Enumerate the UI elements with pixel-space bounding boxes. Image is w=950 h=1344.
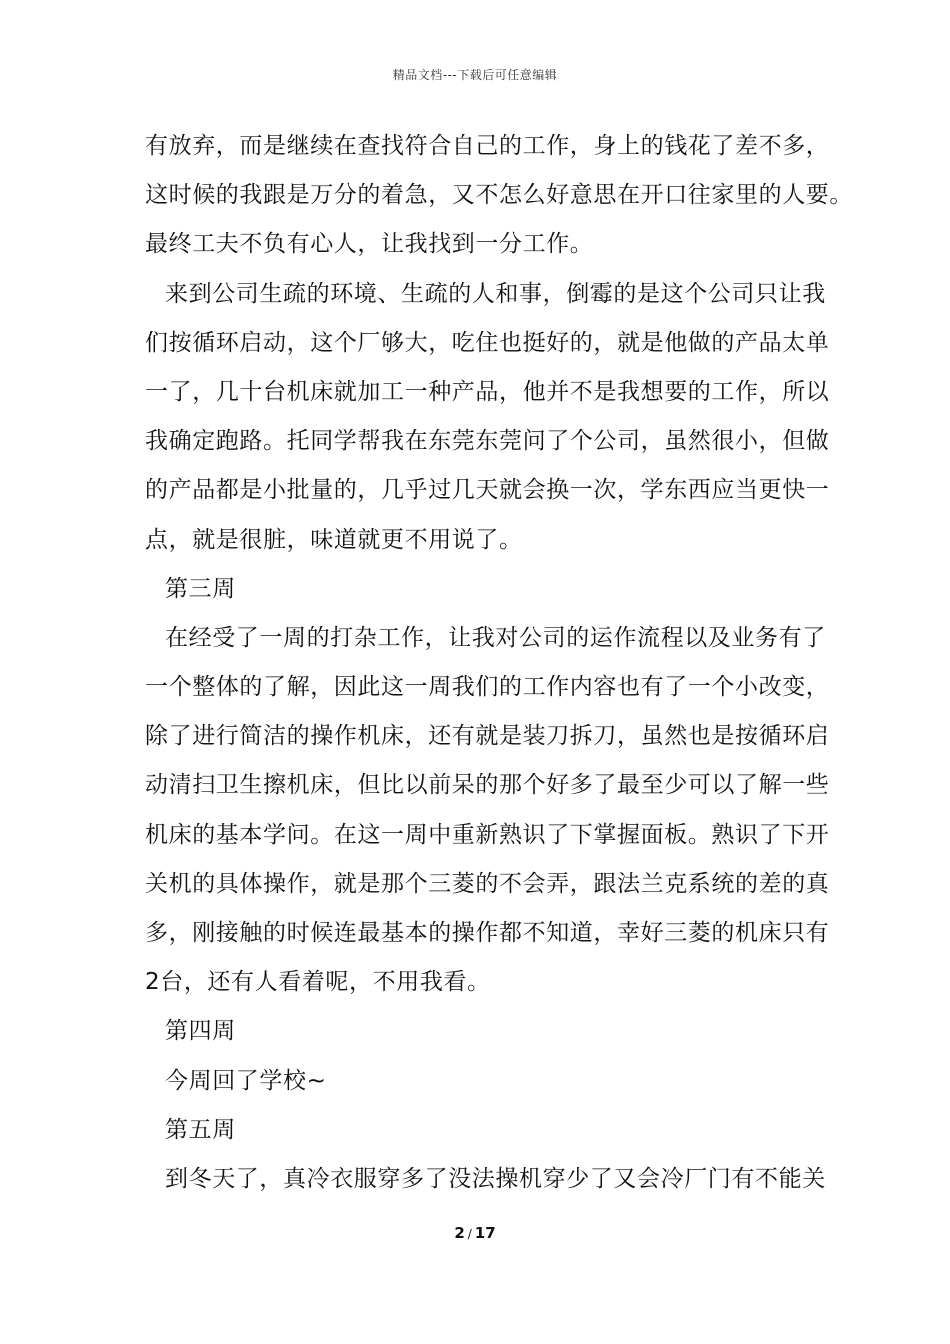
body-line: 的产品都是小批量的，几乎过几天就会换一次，学东西应当更快一 bbox=[145, 477, 830, 504]
paragraph-start-line: 到冬天了，真冷衣服穿多了没法操机穿少了又会冷厂门有不能关 bbox=[165, 1165, 826, 1192]
page-separator: / bbox=[467, 1227, 472, 1241]
paragraph-start-line: 在经受了一周的打杂工作，让我对公司的运作流程以及业务有了 bbox=[165, 624, 826, 651]
section-heading-week-4: 第四周 bbox=[165, 1018, 236, 1045]
paragraph-start-line: 今周回了学校~ bbox=[165, 1067, 327, 1094]
body-line: 关机的具体操作，就是那个三菱的不会弄，跟法兰克系统的差的真 bbox=[145, 870, 830, 897]
section-heading-week-5: 第五周 bbox=[165, 1116, 236, 1143]
body-line: 多，刚接触的时候连最基本的操作都不知道，幸好三菱的机床只有 bbox=[145, 920, 830, 946]
body-line: 最终工夫不负有心人，让我找到一分工作。 bbox=[145, 231, 594, 258]
body-line: 点，就是很脏，味道就更不用说了。 bbox=[145, 526, 523, 553]
section-heading-week-3: 第三周 bbox=[165, 575, 236, 602]
body-line: 有放弃，而是继续在查找符合自己的工作，身上的钱花了差不多， bbox=[145, 133, 830, 159]
body-line: 这时候的我跟是万分的着急，又不怎么好意思在开口往家里的人要。 bbox=[145, 182, 853, 209]
body-line: 一个整体的了解，因此这一周我们的工作内容也有了一个小改变， bbox=[145, 674, 830, 701]
paragraph-start-line: 来到公司生疏的环境、生疏的人和事，倒霉的是这个公司只让我 bbox=[165, 280, 826, 307]
page-number bbox=[0, 1224, 950, 1242]
total-pages-number: 17 bbox=[474, 1224, 496, 1242]
page-header: 精品文档---下载后可任意编辑 bbox=[392, 68, 558, 82]
body-line: 动清扫卫生擦机床，但比以前呆的那个好多了最至少可以了解一些 bbox=[145, 772, 830, 799]
current-page-number: 2 bbox=[454, 1224, 465, 1242]
document-body bbox=[145, 126, 853, 1208]
body-line: 我确定跑路。托同学帮我在东莞东莞问了个公司，虽然很小，但做 bbox=[145, 428, 830, 455]
body-line: 一了，几十台机床就加工一种产品，他并不是我想要的工作，所以 bbox=[145, 378, 830, 405]
body-line: 机床的基本学问。在这一周中重新熟识了下掌握面板。熟识了下开 bbox=[145, 821, 830, 848]
body-line: 2台，还有人看着呢，不用我看。 bbox=[145, 969, 491, 996]
body-line: 们按循环启动，这个厂够大，吃住也挺好的，就是他做的产品太单 bbox=[145, 329, 830, 356]
body-line: 除了进行简洁的操作机床，还有就是装刀拆刀，虽然也是按循环启 bbox=[145, 723, 830, 750]
